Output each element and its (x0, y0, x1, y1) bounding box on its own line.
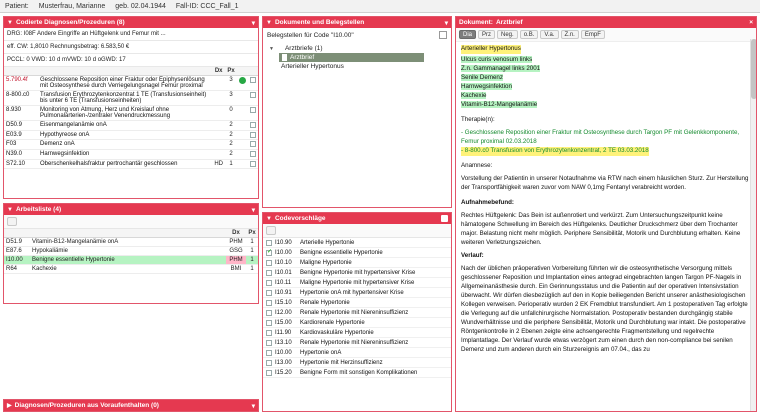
list-item[interactable] (263, 238, 451, 248)
list-item[interactable] (263, 298, 451, 308)
row-px: 2 (225, 140, 237, 150)
caret-down-icon[interactable]: ▼ (266, 19, 272, 26)
doc-green-list (461, 56, 751, 110)
row-checkbox[interactable] (266, 360, 272, 366)
row-px: 2 (225, 130, 237, 140)
doc-aufnahme-heading: Aufnahmebefund: (461, 198, 514, 206)
green-item-1: Ulcus curis venosum links (461, 55, 533, 63)
tree-root-node[interactable] (269, 44, 445, 53)
caret-down-icon[interactable]: ▼ (7, 19, 13, 26)
row-checkbox[interactable] (266, 290, 272, 296)
row-code: I10.01 (275, 269, 292, 276)
col-dx: Dx (212, 67, 225, 76)
row-text: Maligne Hypertonie mit hypertensiver Krise (300, 279, 415, 286)
row-status-icon (237, 106, 248, 121)
row-px: 1 (246, 265, 258, 274)
panel-dokumente (262, 16, 452, 208)
doc-anamnese-heading: Anamnese: (461, 161, 493, 169)
row-checkbox[interactable] (266, 240, 272, 246)
col-text (38, 67, 212, 76)
row-checkbox[interactable] (248, 159, 258, 169)
row-text: Hypokaliämie (30, 247, 226, 256)
row-px: 1 (246, 247, 258, 256)
doc-therapie-1: - Geschlossene Reposition einer Fraktur mit Osteosynthese durch Targon PF mit Gelenkkomponente, Femur proximal 02.03.2018 (461, 128, 740, 145)
list-item[interactable] (263, 348, 451, 358)
list-item[interactable] (263, 338, 451, 348)
row-dx: PHM (226, 256, 246, 265)
row-checkbox[interactable] (266, 300, 272, 306)
document-icon (282, 54, 287, 61)
tab-va[interactable]: V.a. (540, 30, 558, 39)
panel-menu-icon[interactable]: ▾ (251, 206, 255, 214)
tab-empf[interactable]: EmpF (581, 30, 605, 39)
panel-body-arztbrief (456, 28, 756, 411)
row-status-icon (237, 76, 248, 91)
table-row[interactable] (4, 247, 258, 256)
tree-subitem[interactable] (279, 62, 445, 71)
panel-codevorschlaege (262, 212, 452, 412)
panel-title-prefix: Dokument: (459, 19, 493, 26)
tree-sub-label: Arterieller Hypertonus (281, 63, 344, 70)
row-text: Benigne essentielle Hypertonie (300, 249, 383, 256)
tree-root-label: Arztbriefe (1) (284, 45, 323, 52)
row-code: I10.00 (275, 349, 292, 356)
row-checkbox[interactable] (266, 340, 272, 346)
panel-title-dokumente: Dokumente und Belegstellen (274, 19, 365, 26)
table-row[interactable] (4, 256, 258, 265)
row-text: Monitoring von Atmung, Herz und Kreislauf ohne Pulmonalarterien-/zentraler Venendruckmessung (38, 106, 212, 121)
table-row[interactable] (4, 130, 258, 140)
panel-arztbrief (455, 16, 757, 412)
belegstellen-toggle-icon[interactable] (439, 31, 447, 39)
doc-therapien-heading: Therapie(n): (461, 115, 495, 123)
row-code: 5.790.4f (4, 76, 38, 91)
row-checkbox[interactable] (266, 280, 272, 286)
row-checkbox[interactable] (266, 330, 272, 336)
close-icon[interactable]: × (749, 19, 753, 26)
row-text: Kardiorenale Hypertonie (300, 319, 365, 326)
arztbrief-content (456, 42, 756, 362)
caret-down-icon[interactable]: ▼ (7, 206, 13, 213)
row-checkbox[interactable] (248, 150, 258, 160)
list-item[interactable] (263, 268, 451, 278)
row-code: I13.00 (275, 359, 292, 366)
table-row[interactable] (4, 159, 258, 169)
scrollbar-vertical[interactable] (750, 39, 756, 411)
row-code: I15.20 (275, 369, 292, 376)
green-item-6: Vitamin-B12-Mangelanämie (461, 100, 538, 108)
drg-line-2: eff. CW: 1,8010 Rechnungsbetrag: 6.583,50 € (4, 41, 258, 54)
doc-verlauf-text: Nach der üblichen präoperativen Vorbereitung führten wir die osteosynthetische Versorgung mittels geschlossener Reposition und Implantation eines antegrad eingebrachten langen Targon PF-Nagels in Allgemeinanästhesie durch. Ein Gerinnungsstatus und die Patientin auf der operativen Intensivstation überwacht. Wir dürfen diesbezüglich auf den in Kopie beiliegenden Bericht unserer anästhesiologischen Kollegen verweisen. Perioperativ wurden 2 EK Fremdblut transfundiert. Am 1 postoperativen Tag erfolgte die Verlegung auf die unfallchirurgische Normalstation. Postoperativ bestanden durchgängig stabile Wundverhältnisse und die periphere Sensibilität, Motorik und Durchblutung war intakt. Die postoperative Röntgenkontrolle in 2 Ebenen zeigte eine achsengerechte Fragmentstellung und regelrechte Implantatlage. Der Verlauf wurde etwas verzögert zum einen durch den non-compliance bei senilen Demenz und zum anderen durch ein Sturzereignis am 07.04., das zu (461, 264, 748, 353)
row-code: I13.10 (275, 339, 292, 346)
patient-fall-id: Fall-ID: CCC_Fall_1 (175, 2, 239, 10)
row-dx (212, 140, 225, 150)
row-status-icon (237, 150, 248, 160)
col-chk (248, 67, 258, 76)
row-code: I10.00 (275, 249, 292, 256)
row-code: I15.00 (275, 319, 292, 326)
row-text: Eisenmangelanämie onA (38, 121, 212, 131)
list-item[interactable] (263, 328, 451, 338)
panel-menu-icon[interactable]: ▾ (251, 19, 255, 27)
arztbrief-tabs (456, 28, 756, 42)
row-text: Kardiovaskuläre Hypertonie (300, 329, 374, 336)
row-code: I10.90 (275, 239, 292, 246)
dokumente-tree (263, 42, 451, 73)
patient-dob: geb. 02.04.1944 (115, 2, 166, 10)
caret-down-icon[interactable]: ▼ (266, 215, 272, 222)
row-code: E87.6 (4, 247, 30, 256)
row-px: 2 (225, 150, 237, 160)
list-item[interactable] (279, 53, 424, 62)
row-dx (212, 76, 225, 91)
row-text: Oberschenkelhalsfraktur pertrochantär geschlossen (38, 159, 212, 169)
row-checkbox[interactable] (248, 121, 258, 131)
row-dx (212, 121, 225, 131)
row-text: Hypertonie mit Herzinsuffizienz (300, 359, 383, 366)
row-text: Benigne Form mit sonstigen Komplikationen (300, 369, 418, 376)
row-code: R64 (4, 265, 30, 274)
row-code: I10.91 (275, 289, 292, 296)
table-row[interactable] (4, 238, 258, 247)
row-dx: GSG (226, 247, 246, 256)
col-dx: Dx (226, 229, 246, 238)
row-text: Hypertonie onA mit hypertensiver Krise (300, 289, 404, 296)
row-text: Maligne Hypertonie (300, 259, 352, 266)
row-text: Renale Hypertonie mit Niereninsuffizienz (300, 309, 409, 316)
row-status-icon (237, 130, 248, 140)
panel-voraufenthalte (3, 399, 259, 412)
row-code: I11.90 (275, 329, 292, 336)
doc-verlauf-heading: Verlauf: (461, 251, 484, 259)
row-text: Vitamin-B12-Mangelanämie onA (30, 238, 226, 247)
row-checkbox[interactable] (248, 140, 258, 150)
row-code: E03.9 (4, 130, 38, 140)
col-num (237, 67, 248, 76)
col-text (30, 229, 226, 238)
row-text: Hypothyreose onA (38, 130, 212, 140)
tab-dia[interactable]: Dia (459, 30, 476, 39)
list-item[interactable] (263, 248, 451, 258)
row-dx: BMI (226, 265, 246, 274)
doc-aufnahme-text: Rechtes Hüftgelenk: Das Bein ist außenrotiert und verkürzt. Zum Untersuchungszeitpunkt keine hämatogene Schwellung im Bereich des Hüftgelenks. Deutlicher Druckschmerz über dem Trochanter major. Belastung nicht mehr möglich. Periphere Sensibilität, Motorik und Durchblutung erhalten. Keine weiteren Verletzungszeichen. (461, 211, 741, 246)
panel-header-diagnosen[interactable] (4, 17, 258, 28)
row-code: D50.9 (4, 121, 38, 131)
table-row[interactable] (4, 140, 258, 150)
row-dx (212, 150, 225, 160)
drg-line-1: DRG: I08F Andere Eingriffe an Hüftgelenk und Femur mit ... (4, 28, 258, 41)
tab-ob[interactable]: o.B. (520, 30, 539, 39)
col-code (4, 229, 30, 238)
row-code: I10.00 (4, 256, 30, 265)
row-text: Transfusion Erythrozytenkonzentrat 1 TE (Transfusionseinheit) bis unter 6 TE (Transfusionseinheiten) (38, 91, 212, 106)
arbeitsliste-table (4, 229, 258, 274)
list-item[interactable] (263, 318, 451, 328)
row-dx (212, 106, 225, 121)
row-status-icon (237, 121, 248, 131)
diagnosen-header-row (4, 67, 258, 76)
row-dx (212, 130, 225, 140)
drg-line-3: PCCL: 0 VWD: 10 d mVWD: 10 d oGWD: 17 (4, 54, 258, 67)
diagnosen-table (4, 67, 258, 169)
row-px: 1 (225, 159, 237, 169)
row-px: 1 (246, 256, 258, 265)
caret-down-icon[interactable]: ▼ (269, 45, 274, 52)
row-code: S72.10 (4, 159, 38, 169)
list-item[interactable] (263, 258, 451, 268)
row-text: Renale Hypertonie mit Niereninsuffizienz (300, 339, 409, 346)
toolbar-button-save[interactable] (266, 226, 276, 235)
row-status-icon (237, 140, 248, 150)
panel-header-arztbrief[interactable] (456, 17, 756, 28)
panel-header-dokumente[interactable] (263, 17, 451, 28)
row-px: 1 (246, 238, 258, 247)
green-item-2: Z.n. Gammanagel links 2001 (461, 64, 541, 72)
row-px: 0 (225, 106, 237, 121)
row-dx: HD (212, 159, 225, 169)
arbeitsliste-toolbar (4, 215, 258, 229)
tab-neg[interactable]: Neg. (497, 30, 518, 39)
patient-label: Patient: (5, 2, 29, 10)
row-px: 3 (225, 91, 237, 106)
row-dx: PHM (226, 238, 246, 247)
table-row[interactable] (4, 150, 258, 160)
row-code: N39.0 (4, 150, 38, 160)
row-text: Benigne essentielle Hypertonie (30, 256, 226, 265)
panel-header-voraufenthalte[interactable] (4, 400, 258, 411)
codevorschlaege-list (263, 238, 451, 378)
row-code: I10.11 (275, 279, 292, 286)
row-checkbox[interactable] (266, 370, 272, 376)
row-code: D51.9 (4, 238, 30, 247)
belegstellen-search-row (263, 28, 451, 42)
row-status-icon (237, 159, 248, 169)
panel-title-arbeitsliste: Arbeitsliste (4) (15, 206, 62, 213)
row-status-icon (237, 91, 248, 106)
row-text: Arterielle Hypertonie (300, 239, 355, 246)
panel-body-arbeitsliste (4, 215, 258, 303)
panel-menu-icon[interactable]: ▾ (251, 402, 255, 410)
row-text: Geschlossene Reposition einer Fraktur oder Epiphysenlösung mit Osteosynthese durch Verriegelungsnagel Femur proximal (38, 76, 212, 91)
caret-right-icon[interactable]: ▶ (7, 403, 12, 409)
belegstellen-label: Belegstellen für Code "I10.00" (267, 31, 354, 39)
row-code: F03 (4, 140, 38, 150)
codevorschlaege-toolbar (263, 224, 451, 238)
row-code: I15.10 (275, 299, 292, 306)
row-dx (212, 91, 225, 106)
table-row[interactable] (4, 121, 258, 131)
row-text: Demenz onA (38, 140, 212, 150)
row-text: Renale Hypertonie (300, 299, 350, 306)
row-code: 8-800.c0 (4, 91, 38, 106)
patient-name: Musterfrau, Marianne (38, 2, 106, 10)
row-checkbox[interactable] (248, 130, 258, 140)
row-code: I10.10 (275, 259, 292, 266)
col-px: Px (246, 229, 258, 238)
panel-header-codevorschlaege[interactable] (263, 213, 451, 224)
doc-section-title: Arterieller Hypertonus (461, 45, 521, 52)
panel-body-dokumente (263, 28, 451, 207)
row-px: 3 (225, 76, 237, 91)
table-row[interactable] (4, 91, 258, 106)
table-row[interactable] (4, 76, 258, 91)
col-px: Px (225, 67, 237, 76)
list-item[interactable] (263, 358, 451, 368)
row-text: Harnwegsinfektion (38, 150, 212, 160)
tab-prz[interactable]: Prz (478, 30, 495, 39)
green-item-5: Kachexie (461, 91, 487, 99)
scrollbar-thumb[interactable] (751, 39, 756, 99)
doc-therapie-2: - 8-800.c0 Transfusion von Erythrozytenkonzentrat, 2 TE 03.03.2018 (461, 146, 649, 154)
row-text: Benigne Hypertonie mit hypertensiver Krise (300, 269, 416, 276)
pin-icon[interactable] (441, 215, 448, 222)
panel-menu-icon[interactable]: ▾ (444, 19, 448, 27)
panel-title-voraufenthalte: Diagnosen/Prozeduren aus Voraufenthalten (0) (14, 402, 159, 409)
patient-bar (0, 0, 760, 13)
green-item-3: Senile Demenz (461, 73, 503, 81)
doc-anamnese-text: Vorstellung der Patientin in unserer Notaufnahme via RTW nach einem häuslichen Sturz. Zur Herstellung der Transportfähigkeit waren zuvor vom NAW 0,1mg Fentanyl verabreicht worden. (461, 174, 749, 191)
green-item-4: Harnwegsinfektion (461, 82, 512, 90)
row-checkbox[interactable] (266, 260, 272, 266)
list-item[interactable] (263, 368, 451, 378)
row-checkbox[interactable] (266, 350, 272, 356)
list-item[interactable] (263, 288, 451, 298)
row-checkbox[interactable] (266, 320, 272, 326)
panel-title-diagnosen: Codierte Diagnosen/Prozeduren (8) (15, 19, 125, 26)
row-code: 8.930 (4, 106, 38, 121)
panel-title-codevorschlaege: Codevorschläge (274, 215, 326, 222)
table-row[interactable] (4, 265, 258, 274)
arbeitsliste-header-row (4, 229, 258, 238)
col-flag (4, 67, 38, 76)
list-item[interactable] (263, 308, 451, 318)
row-text: Hypertonie onA (300, 349, 342, 356)
row-checkbox[interactable] (248, 91, 258, 106)
row-checkbox[interactable] (266, 270, 272, 276)
row-checkbox[interactable] (248, 76, 258, 91)
tree-children (269, 53, 445, 71)
row-checkbox[interactable] (266, 310, 272, 316)
tab-zn[interactable]: Z.n. (561, 30, 579, 39)
panel-header-arbeitsliste[interactable] (4, 204, 258, 215)
panel-codierte-diagnosen (3, 16, 259, 199)
row-checkbox[interactable] (266, 250, 272, 256)
table-row[interactable] (4, 106, 258, 121)
row-px: 2 (225, 121, 237, 131)
row-code: I12.00 (275, 309, 292, 316)
folder-icon (277, 45, 282, 52)
row-checkbox[interactable] (248, 106, 258, 121)
panel-title-arztbrief: Arztbrief (495, 19, 523, 26)
panel-body-codevorschlaege (263, 224, 451, 411)
panel-arbeitsliste (3, 203, 259, 304)
list-item[interactable] (263, 278, 451, 288)
row-text: Kachexie (30, 265, 226, 274)
toolbar-button-a[interactable] (7, 217, 17, 226)
panel-body-diagnosen (4, 28, 258, 198)
tree-item-label: Arztbrief (290, 54, 315, 61)
